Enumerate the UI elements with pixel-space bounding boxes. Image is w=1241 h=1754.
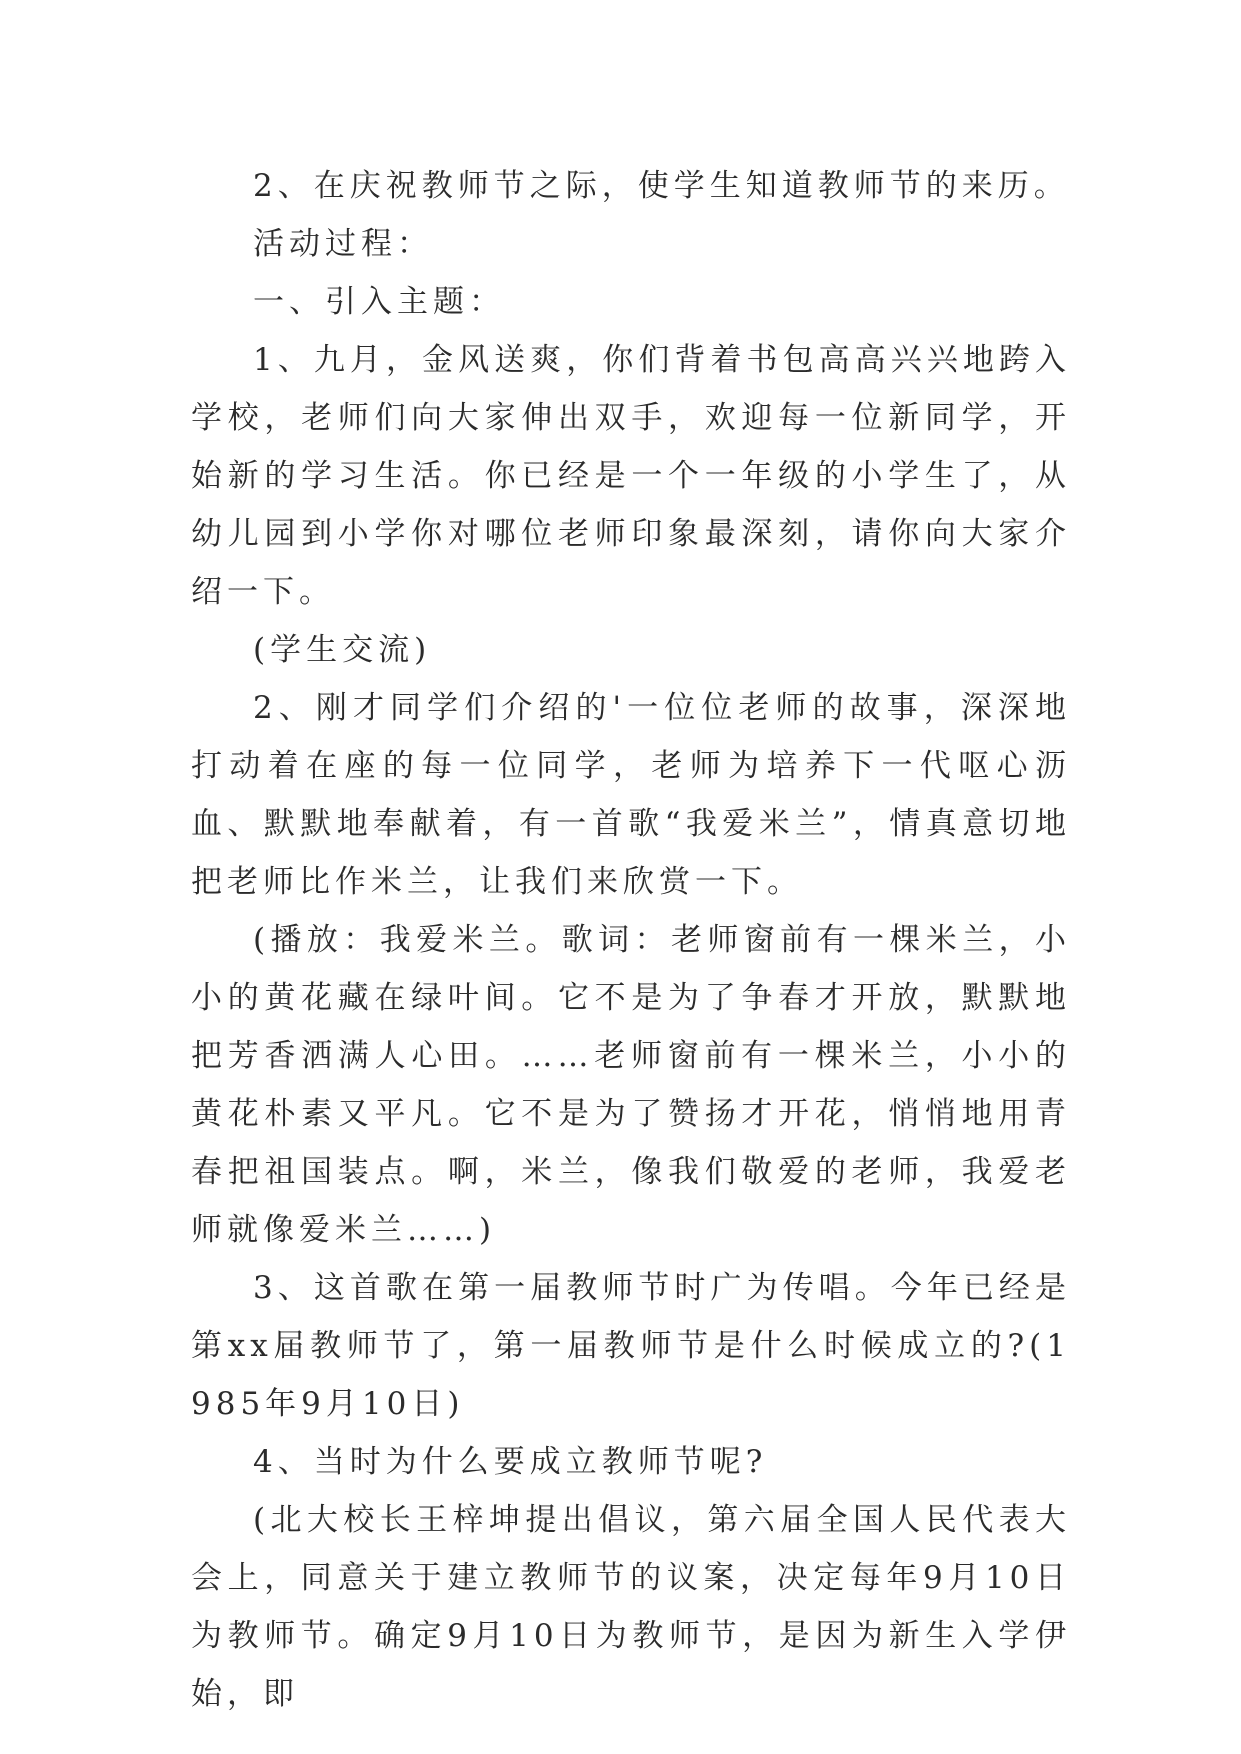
paragraph-song-lyrics: (播放：我爱米兰。歌词：老师窗前有一棵米兰，小小的黄花藏在绿叶间。它不是为了争春才开放，默默地把芳香洒满人心田。……老师窗前有一棵米兰，小小的黄花朴素又平凡。它不是为了赞扬才开花，悄悄地用青春把祖国装点。啊，米兰，像我们敬爱的老师，我爱老师就像爱米兰……) bbox=[191, 922, 1071, 1248]
paragraph-history-answer: (北大校长王梓坤提出倡议，第六届全国人民代表大会上，同意关于建立教师节的议案，决定每年9月10日为教师节。确定9月10日为教师节，是因为新生入学伊始，即 bbox=[191, 1502, 1071, 1712]
paragraph-step-3: 3、这首歌在第一届教师节时广为传唱。今年已经是第xx届教师节了，第一届教师节是什么时候成立的?(1985年9月10日) bbox=[191, 1270, 1071, 1422]
paragraph-step-4: 4、当时为什么要成立教师节呢? bbox=[253, 1444, 768, 1480]
paragraph-step-2: 2、刚才同学们介绍的'一位位老师的故事，深深地打动着在座的每一位同学，老师为培养下一代呕心沥血、默默地奉献着，有一首歌“我爱米兰”，情真意切地把老师比作米兰，让我们来欣赏一下。 bbox=[191, 690, 1071, 900]
paragraph-activity-process: 活动过程： bbox=[253, 226, 433, 262]
paragraph-step-1: 1、九月，金风送爽，你们背着书包高高兴兴地跨入学校，老师们向大家伸出双手，欢迎每一位新同学，开始新的学习生活。你已经是一个一年级的小学生了，从幼儿园到小学你对哪位老师印象最深刻，请你向大家介绍一下。 bbox=[191, 342, 1071, 610]
paragraph-goal-2: 2、在庆祝教师节之际，使学生知道教师节的来历。 bbox=[253, 168, 1070, 204]
document-body bbox=[191, 157, 1071, 1723]
paragraph-student-exchange: (学生交流) bbox=[253, 632, 432, 668]
paragraph-section-intro: 一、引入主题： bbox=[253, 284, 505, 320]
